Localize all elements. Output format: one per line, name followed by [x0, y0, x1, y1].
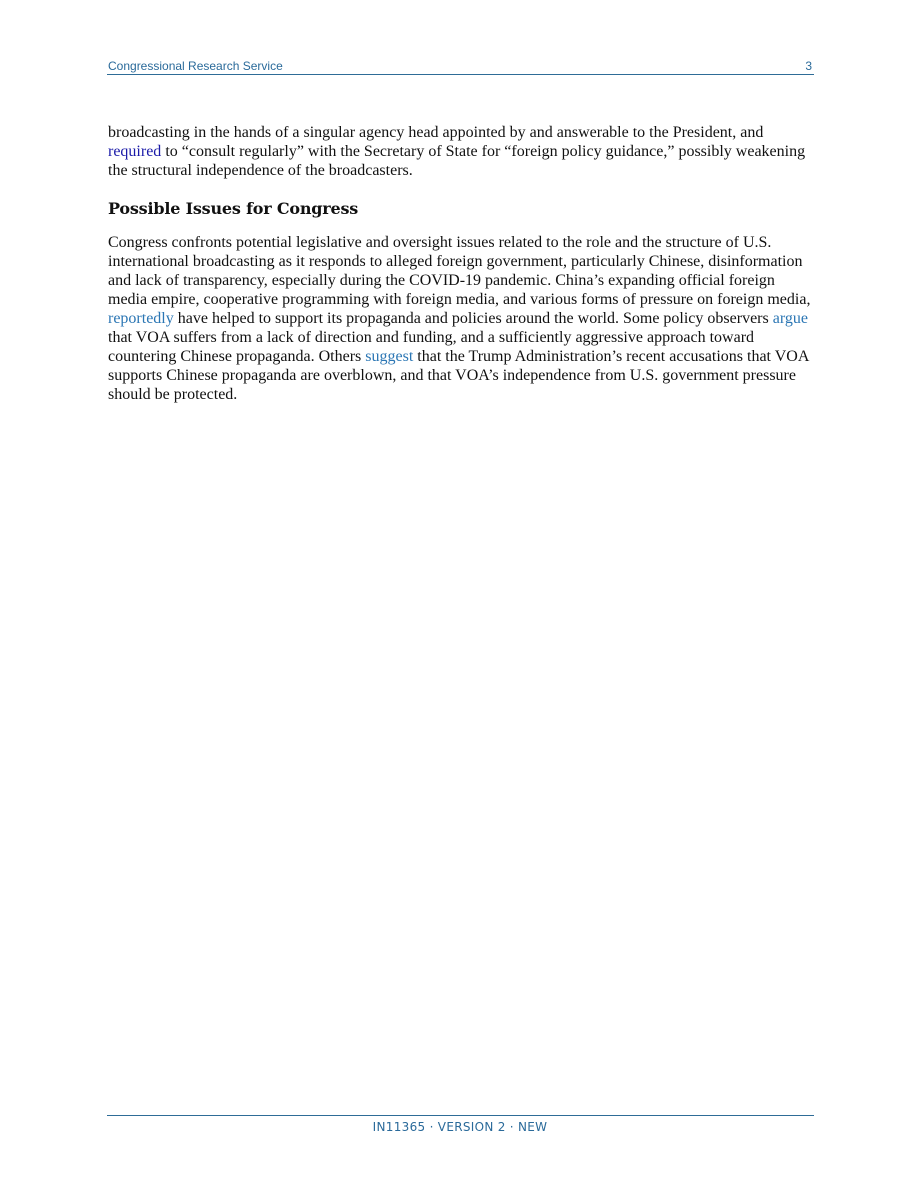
body-paragraph-2 — [108, 233, 814, 404]
link-argue[interactable]: argue — [772, 310, 808, 327]
link-reportedly[interactable]: reportedly — [108, 310, 174, 327]
paragraph-text: have helped to support its propaganda and policies around the world. Some policy observers — [173, 310, 773, 327]
paragraph-text: to “consult regularly” with the Secretary of State for “foreign policy guidance,” possibly weakening the structural independence of the broadcasters. — [108, 143, 806, 179]
link-suggest[interactable]: suggest — [365, 348, 414, 365]
paragraph-text: that VOA suffers from a lack of direction and funding, and a sufficiently aggressive approach toward countering Chinese propaganda. Others — [108, 329, 755, 365]
page-number: 3 — [805, 59, 812, 73]
body-paragraph-1 — [108, 123, 814, 180]
paragraph-text: Congress confronts potential legislative and oversight issues related to the role and the structure of U.S. international broadcasting as it responds to alleged foreign government, particularly Chinese, disinformation and lack of transparency, especially during the COVID-19 pandemic. China’s expanding official foreign media empire, cooperative programming with foreign media, and various forms of pressure on foreign media, — [108, 234, 811, 308]
page-header — [107, 58, 814, 75]
footer-divider — [107, 1115, 814, 1116]
header-title: Congressional Research Service — [108, 59, 283, 73]
paragraph-text: that the Trump Administration’s recent accusations that VOA supports Chinese propaganda are overblown, and that VOA’s independence from U.S. government pressure should be protected. — [108, 348, 809, 403]
link-required[interactable]: required — [108, 143, 162, 160]
paragraph-text: broadcasting in the hands of a singular agency head appointed by and answerable to the President, and — [108, 124, 764, 141]
section-heading: Possible Issues for Congress — [108, 199, 359, 218]
footer-document-id: IN11365 · VERSION 2 · NEW — [372, 1120, 548, 1134]
